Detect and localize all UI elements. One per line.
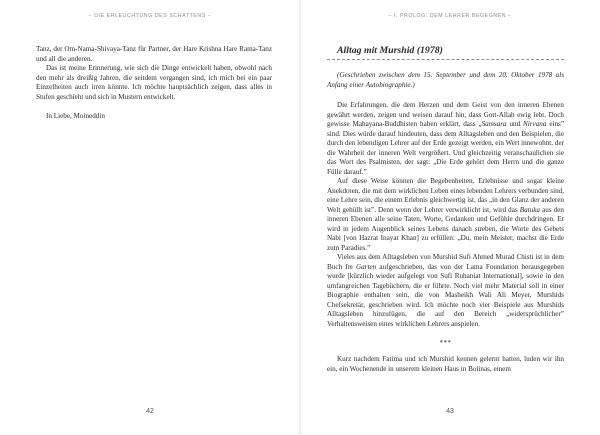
intro-note: (Geschrieben zwischen dem 15. September und dem 20. Oktober 1978 als Anfang einer Autobiographie.) <box>327 71 564 89</box>
italic-term: Nirvana <box>523 120 547 128</box>
section-break: *** <box>439 339 452 347</box>
text-run: aus den inneren Ebenen alle seine Taten, Worte, Gedanken und Gefühle durchdringen. Er wird in jedem Augenblick seines Lebens danach streben, die Worte des Gebets Nabi [von Hazrat Inayat Khan] zu erfüllen: „Du, mein Meister, machst die Erde zum Paradies.” <box>327 205 564 252</box>
paragraph <box>327 101 564 177</box>
signoff: In Liebe, Moineddin <box>46 112 105 120</box>
text-run: Auf diese Weise können die Begebenheiten, Erlebnisse und sogar kleine Anekdoten, die mit dem wirklichen Leben eines lebenden Lehrers verbunden sind, eine Lehre sein, die einem Erlebnis gleichwertig ist, das „in den Glanz der anderen Welt gehüllt ist”. Denn wenn der Lehrer verwirklicht ist, wird das <box>327 177 564 214</box>
right-page <box>300 0 600 435</box>
page-number-left: 42 <box>146 408 154 415</box>
paragraph: Tanz, der Om-Nama-Shivaya-Tanz für Partner, der Hare Krishna Hare Rama-Tanz und all die anderen. <box>36 45 272 63</box>
italic-term: Batuka <box>519 205 541 214</box>
running-header-left: – DIE ERLEUCHTUNG DES SCHATTENS – <box>88 13 212 19</box>
running-header-right: – I. PROLOG: DEM LEHRER BEGEGNEN – <box>388 13 512 19</box>
paragraph <box>327 253 564 329</box>
text-run: Die Erfahrungen, die dem Herzen und dem Geist von den inneren Ebenen gewährt werden, zeigen und weisen darauf hin, dass Gott-Allah ewig lebt. Doch gewisse Mahayana-Buddhisten haben erklärt, dass „ <box>327 101 564 128</box>
chapter-title: Alltag mit Murshid (1978) <box>337 45 443 56</box>
text-run: eins” sind. Dies würde darauf hindeuten, dass dem Alltagsleben und den Beispielen, die durch den lebendigen Lehrer auf der Erde gezeigt werden, ein Wert innewohnt, der die Wahrheit der inneren Welt vergrößert. Und gleichzeitig veranschaulichen sie das Wort des Psalmisten, der sagt: „Die Erde gehört dem Herrn und die ganze Fülle darauf.” <box>327 120 564 176</box>
paragraph <box>327 177 564 253</box>
text-run: Vieles aus dem Alltagsleben von Murshid Sufi Ahmed Murad Chisti ist in dem Buch <box>327 253 564 271</box>
right-page-text <box>327 45 564 374</box>
text-run: und <box>506 120 524 128</box>
title-rule <box>327 59 564 60</box>
text-run: aufgeschrieben, das von der Lama Foundation herausgegeben wurde [kürzlich wieder aufgelegt von Sufi Ruhaniat International], sowie in den umfangreichen Tagebüchern, die er führte. Noch viel mehr Material soll in einer Biographie enthalten sein, die von Masheikh Wali Ali Meyer, Murshids Chefsekretär, geschrieben wird. Ich möchte noch vier Beispiele aus Murshids Alltagsleben hinzufügen, die auf den Bereich „widersprüchlicher” Verhaltensweisen eines wirklichen Lehrers anspielen. <box>327 262 564 328</box>
left-page-text <box>36 45 272 122</box>
paragraph: Das ist meine Erinnerung, wie sich die Dinge entwickelt haben, obwohl nach den mehr als dreißig Jahren, die seitdem vergangen sind, ich mich bei ein paar Einzelheiten auch irren könnte. Ich möchte hauptsächlich zeigen, dass alles in Stufen geschieht und sich in Mustern entwickelt. <box>36 64 272 101</box>
italic-term: Im Garten <box>345 262 377 271</box>
page-number-right: 43 <box>446 408 454 415</box>
paragraph: Kurz nachdem Fatima und ich Murshid kennen gelernt hatten, luden wir ihn ein, ein Wochenende in unserem kleinen Haus in Bolinas, einem <box>327 355 564 373</box>
italic-term: Samsara <box>481 120 507 128</box>
